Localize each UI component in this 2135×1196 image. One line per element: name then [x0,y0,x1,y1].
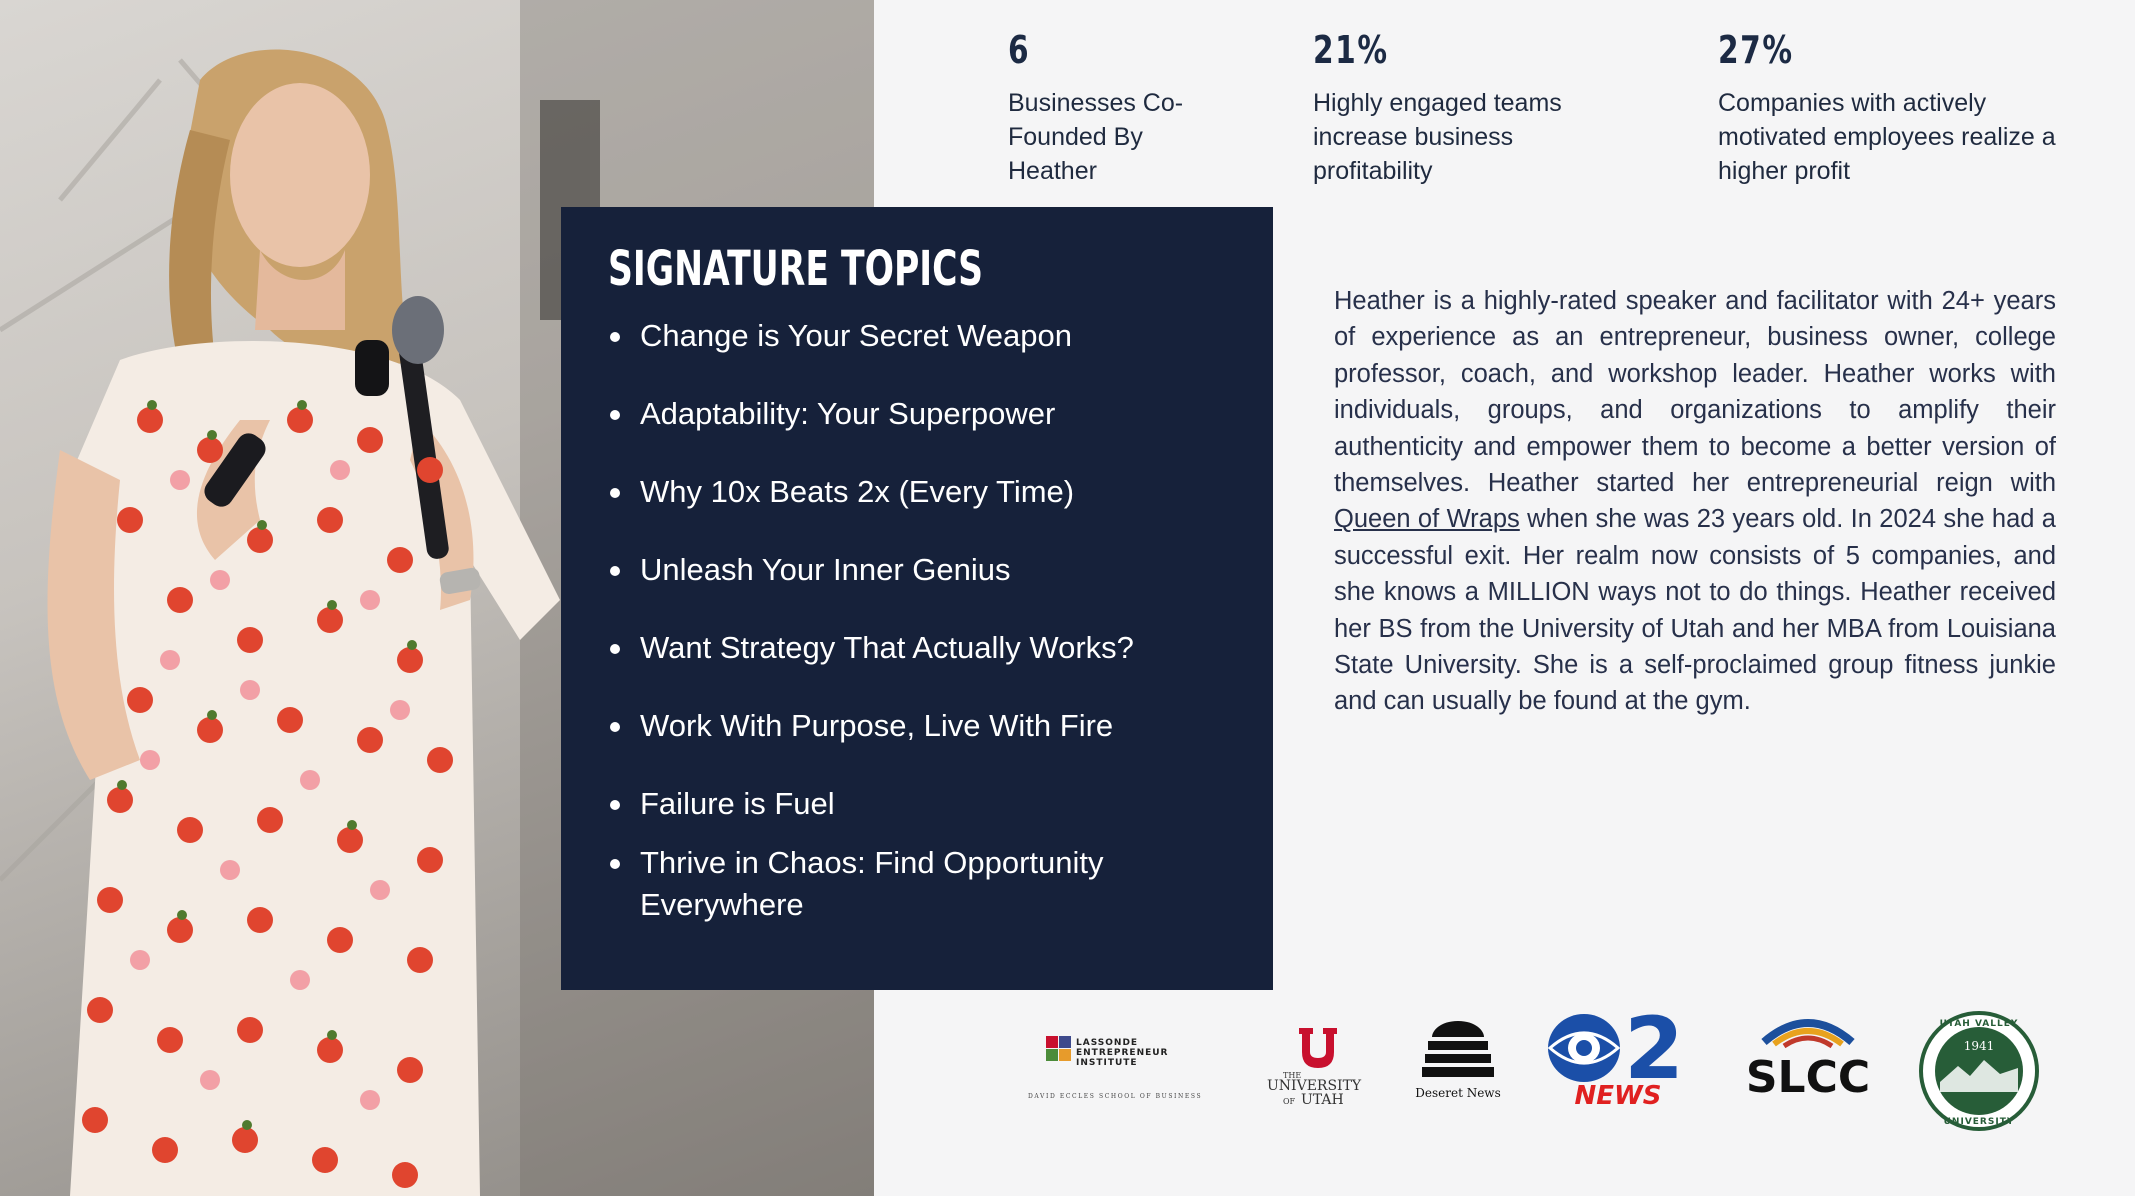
stat-label: Companies with actively motivated employees realize a higher profit [1718,89,2056,185]
topic-item: Work With Purpose, Live With Fire [608,705,1227,747]
bio-text-part1: Heather is a highly-rated speaker and facilitator with 24+ years of experience as an entrepreneur, business owner, college professor, coach, and workshop leader. Heather works with individuals, groups, and organizations to amplify their authenticity and empower them to become a better version of themselves. Heather started her entrepreneurial reign with [1334,287,2056,498]
deseret-name: Deseret News [1415,1086,1501,1100]
kutv-number: 2 [1624,1010,1684,1099]
stat-value: 6 [1008,28,1031,72]
utah-valley-university-logo [1918,1010,2040,1132]
stat-label: Highly engaged teams increase business profitability [1313,89,1562,185]
lassonde-line3: INSTITUTE [1076,1058,1138,1068]
uofu-university: UNIVERSITY [1267,1078,1362,1094]
topic-item: Adaptability: Your Superpower [608,393,1227,435]
topics-list [608,315,1227,926]
stat-value: 21% [1313,28,1389,72]
lassonde-line2: ENTREPRENEUR [1076,1048,1169,1058]
stat-engaged-teams [1313,28,1633,188]
deseret-news-logo [1410,1017,1506,1103]
lassonde-logo [1026,1036,1236,1106]
queen-of-wraps-link[interactable]: Queen of Wraps [1334,505,1520,534]
uvu-top: UTAH VALLEY [1939,1019,2019,1029]
topic-item: Unleash Your Inner Genius [608,549,1227,591]
speaker-bio [1334,283,2056,720]
stat-value: 27% [1718,28,1794,72]
kutv-2-news-logo [1546,1010,1692,1106]
stat-label: Businesses Co-Founded By Heather [1008,89,1184,185]
stat-motivated-employees [1718,28,2098,188]
stat-businesses [1008,28,1238,188]
kutv-news: NEWS [1574,1081,1662,1106]
lassonde-line1: LASSONDE [1076,1038,1139,1048]
bio-text-part2: when she was 23 years old. In 2024 she had a successful exit. Her realm now consists of 5 companies, and she knows a MILLION ways not to do things. Heather received her BS from the University of Utah and her MBA from Louisiana State University. She is a self-proclaimed group fitness junkie and can usually be found at the gym. [1334,505,2056,716]
uofu-the: THE [1283,1071,1302,1080]
uofu-utah: UTAH [1301,1092,1344,1108]
topic-item: Thrive in Chaos: Find Opportunity Everywhere [608,842,1227,926]
lassonde-sub: DAVID ECCLES SCHOOL OF BUSINESS [1028,1093,1203,1100]
topic-item: Failure is Fuel [608,783,1227,825]
topic-item: Change is Your Secret Weapon [608,315,1227,357]
uofu-of: OF [1283,1097,1296,1106]
slcc-logo [1740,1008,1876,1100]
uvu-year: 1941 [1963,1039,1995,1053]
university-of-utah-logo [1263,1028,1373,1108]
slcc-name: SLCC [1745,1052,1871,1100]
topic-item: Want Strategy That Actually Works? [608,627,1227,669]
signature-topics-panel [561,207,1273,990]
topics-title: SIGNATURE TOPICS [608,241,984,297]
uvu-bottom: UNIVERSITY [1943,1117,2015,1127]
topic-item: Why 10x Beats 2x (Every Time) [608,471,1227,513]
